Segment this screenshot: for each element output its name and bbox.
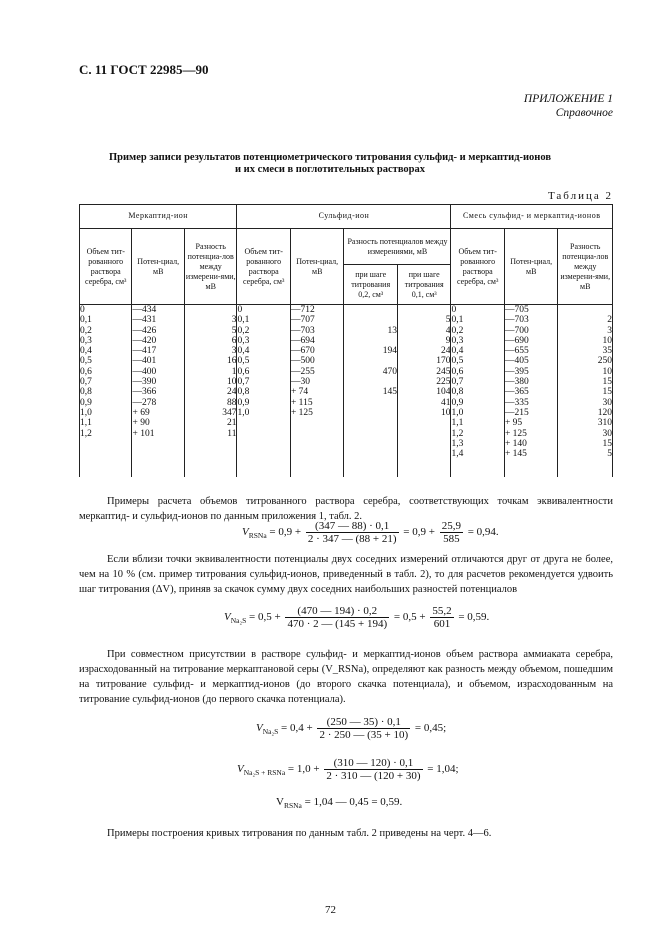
header-potential: Потен-циал, мВ [132,229,184,305]
formula-1-fraction-2 [440,520,463,545]
paragraph-1: Примеры расчета объемов титрованного раствора серебра, соответствующих точкам эквивалентности меркаптид- и сульфид-ионов по данным приложения 1, табл. 2. [79,496,613,522]
header-volume: Объем тит-рованного раствора серебра, см³ [80,229,132,305]
paragraph-4: Примеры построения кривых титрования по данным табл. 2 приведены на черт. 4—6. [107,828,492,839]
formula-2-numerator: (470 — 194) · 0,2 [297,605,378,617]
sulf-potential-column: —712 —707 —703 —694 —670 —500 —255 —30 + 74 + 115 + 125 [290,305,344,477]
formula-2 [224,605,489,630]
formula-2-b: = 0,5 + [391,611,429,624]
merc-volume-column: 0 0,1 0,2 0,3 0,4 0,5 0,6 0,7 0,8 0,9 1,0 1,1 1,2 [80,305,132,477]
paragraph-2: Если вблизи точки эквивалентности потенциалы двух соседних измерений отличаются друг от друга не более, чем на 10 % (см. пример титрования сульфид-ионов, приведенный в табл. 2), то для расчетов рекомендуется удвоить шаг титрования (ΔV), приняв за скачок сумму двух соседних наибольших разностей потенциалов [79,554,613,595]
appendix-title: ПРИЛОЖЕНИЕ 1 [523,93,613,105]
formula-3-a: = 0,4 + [278,722,316,735]
formula-2-a: = 0,5 + [246,611,284,624]
formula-1-numerator: (347 — 88) · 0,1 [315,520,390,532]
formula-4-lhs: V [237,763,244,776]
formula-1 [242,520,499,545]
formula-1-a: = 0,9 + [266,526,304,539]
formula-1-sub: RSNa [248,531,267,541]
formula-4 [237,757,459,782]
formula-3-numerator: (250 — 35) · 0,1 [326,716,401,728]
formula-2-denominator: 470 · 2 — (145 + 194) [287,618,388,630]
document-title-line1: Пример записи результатов потенциометрического титрования сульфид- и меркаптид-ионов [108,152,552,163]
mix-potential-column: —705 —703 —700 —690 —655 —405 —395 —380 —365 —335 —215 + 95 + 125 + 140 + 145 [504,305,558,477]
formula-1-numerator-2: 25,9 [441,520,461,532]
formula-4-a: = 1,0 + [285,763,323,776]
header-potential: Потен-циал, мВ [290,229,344,305]
formula-4-numerator: (310 — 120) · 0,1 [333,757,414,769]
formula-3 [256,716,446,741]
formula-3-fraction [317,716,410,741]
mix-volume-column: 0 0,1 0,2 0,3 0,4 0,5 0,6 0,7 0,8 0,9 1,0 1,1 1,2 1,3 1,4 [451,305,505,477]
formula-3-lhs: V [256,722,263,735]
formula-1-lhs: V [242,526,249,539]
header-difference: Разность потенциа-лов между измерени-ями, мВ [184,229,236,305]
mix-diff-column: 2 3 10 35 250 10 15 15 30 120 310 30 15 5 [558,305,613,477]
header-step-01: при шаге титрования 0,1, см³ [397,265,451,305]
formula-2-sub: Na₂S [230,616,247,626]
formula-4-denominator: 2 · 310 — (120 + 30) [326,770,421,782]
header-step-02: при шаге титрования 0,2, см³ [344,265,398,305]
formula-1-denominator-2: 585 [440,532,463,545]
sulf-step01-column: 5 4 9 24 170 245 225 104 41 10 [397,305,451,477]
merc-potential-column: —434 —431 —426 —420 —417 —401 —400 —390 —366 —278 + 69 + 90 + 101 [132,305,184,477]
formula-3-denominator: 2 · 250 — (35 + 10) [319,729,409,741]
paragraph-3: При совместном присутствии в растворе сульфид- и меркаптид-ионов объем раствора аммиаката серебра, израсходованный на титрование меркаптановой серы (V_RSNa), определяют как разность между объемом, пошедшим на титрование сульфид- и меркаптид-ионов (до второго скачка потенциала), и объемом, израсходованным на титрование сульфид-ионов (до первого скачка потенциала). [79,649,613,705]
page-header: С. 11 ГОСТ 22985—90 [79,62,209,77]
formula-2-fraction [285,605,389,630]
document-title [70,152,590,176]
titration-table [79,204,613,477]
formula-4-fraction [324,757,422,782]
formula-4-sub: Na₂S + RSNa [243,768,286,778]
appendix-subtitle: Справочное [555,107,613,119]
group-sulfide: Сульфид-ион [237,205,451,229]
formula-4-c: = 1,04; [424,763,459,776]
formula-2-denominator-2: 601 [430,617,453,630]
formula-1-b: = 0,9 + [400,526,438,539]
header-difference: Разность потенциа-лов между измерени-ями, мВ [558,229,613,305]
formula-5 [276,796,402,810]
formula-1-denominator: 2 · 347 — (88 + 21) [307,533,397,545]
table-caption: Таблица 2 [547,190,613,202]
sulf-step02-column: 13 194 470 145 [344,305,398,477]
header-volume: Объем тит-рованного раствора серебра, см³ [237,229,291,305]
page-number: 72 [325,904,336,916]
formula-2-lhs: V [224,611,231,624]
formula-2-fraction-2 [430,605,453,630]
group-mixture: Смесь сульфид- и меркаптид-ионов [451,205,613,229]
formula-3-sub: Na₂S [262,727,279,737]
formula-1-fraction [306,520,399,545]
formula-3-c: = 0,45; [412,722,447,735]
group-mercaptide: Меркаптид-ион [80,205,237,229]
formula-5-a: = 1,04 — 0,45 = 0,59. [301,796,403,808]
document-title-line2: и их смеси в поглотительных растворах [234,164,426,175]
header-volume: Объем тит-рованного раствора серебра, см³ [451,229,505,305]
header-potential: Потен-циал, мВ [504,229,558,305]
merc-diff-column: 3 5 6 3 16 1 10 24 88 347 21 11 [184,305,236,477]
formula-1-c: = 0,94. [464,526,499,539]
formula-5-lhs: V [276,796,284,808]
header-difference-group: Разность потенциалов между измерениями, мВ [344,229,451,265]
formula-2-c: = 0,59. [455,611,490,624]
sulf-volume-column: 0 0,1 0,2 0,3 0,4 0,5 0,6 0,7 0,8 0,9 1,0 [237,305,291,477]
appendix-label [524,92,613,120]
formula-2-numerator-2: 55,2 [432,605,452,617]
formula-5-sub: RSNa [283,801,302,811]
